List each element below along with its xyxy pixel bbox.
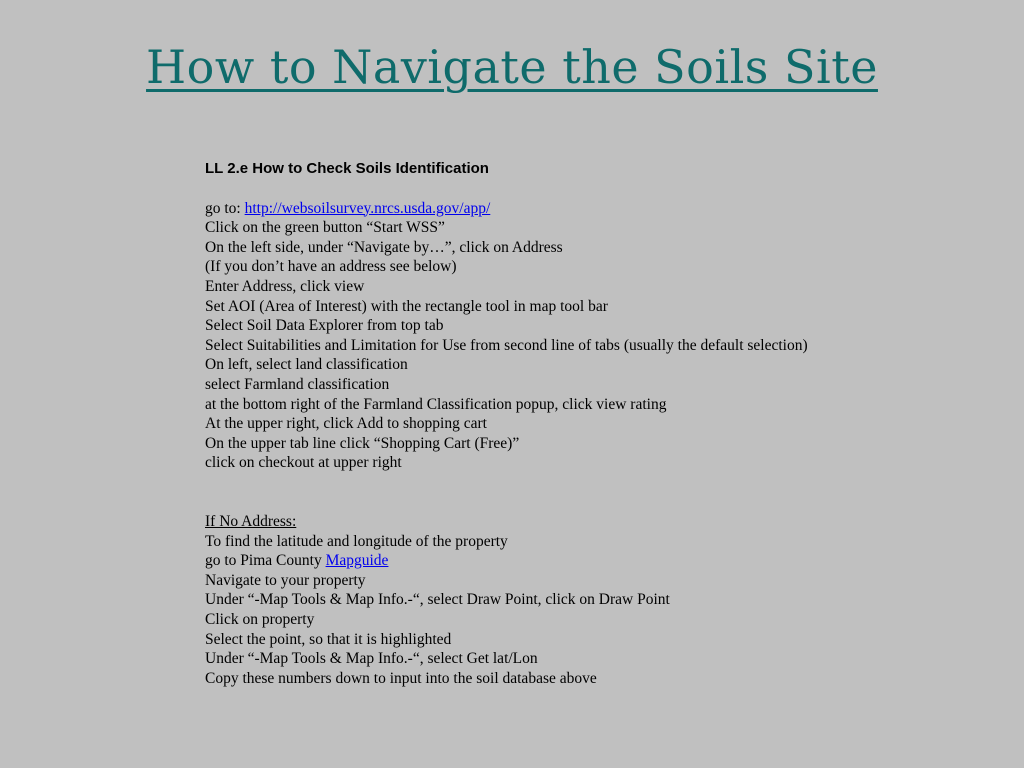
no-address-step-3: Click on property — [205, 611, 315, 629]
step-3: (If you don’t have an address see below) — [205, 258, 457, 276]
websoilsurvey-link[interactable]: http://websoilsurvey.nrcs.usda.gov/app/ — [244, 199, 491, 217]
spacer — [205, 179, 815, 199]
slide-content — [205, 158, 815, 688]
step-5: Set AOI (Area of Interest) with the rectangle tool in map tool bar — [205, 297, 608, 315]
no-address-heading: If No Address: — [205, 513, 297, 531]
step-2: On the left side, under “Navigate by…”, click on Address — [205, 238, 563, 256]
step-4: Enter Address, click view — [205, 277, 365, 295]
goto-prefix: go to: — [205, 199, 245, 217]
step-9: select Farmland classification — [205, 375, 390, 393]
step-7: Select Suitabilities and Limitation for Use from second line of tabs (usually the default selection) — [205, 336, 808, 354]
no-address-step-1: Navigate to your property — [205, 571, 366, 589]
step-12: On the upper tab line click “Shopping Cart (Free)” — [205, 434, 520, 452]
step-13: click on checkout at upper right — [205, 454, 402, 472]
no-address-step-6: Copy these numbers down to input into the soil database above — [205, 669, 597, 687]
step-1: Click on the green button “Start WSS” — [205, 219, 445, 237]
spacer — [205, 473, 815, 512]
goto-line — [205, 199, 815, 219]
step-6: Select Soil Data Explorer from top tab — [205, 317, 444, 335]
pima-prefix: go to Pima County — [205, 552, 326, 570]
step-8: On left, select land classification — [205, 356, 408, 374]
step-10: at the bottom right of the Farmland Classification popup, click view rating — [205, 395, 667, 413]
pima-line — [205, 551, 815, 571]
slide-title: How to Navigate the Soils Site — [146, 40, 878, 94]
mapguide-link[interactable]: Mapguide — [325, 552, 389, 570]
step-11: At the upper right, click Add to shopping cart — [205, 415, 487, 433]
no-address-intro: To find the latitude and longitude of the property — [205, 532, 508, 550]
section-heading: LL 2.e How to Check Soils Identification — [205, 160, 489, 177]
no-address-step-4: Select the point, so that it is highlighted — [205, 630, 452, 648]
no-address-step-2: Under “-Map Tools & Map Info.-“, select Draw Point, click on Draw Point — [205, 591, 670, 609]
no-address-step-5: Under “-Map Tools & Map Info.-“, select Get lat/Lon — [205, 650, 538, 668]
